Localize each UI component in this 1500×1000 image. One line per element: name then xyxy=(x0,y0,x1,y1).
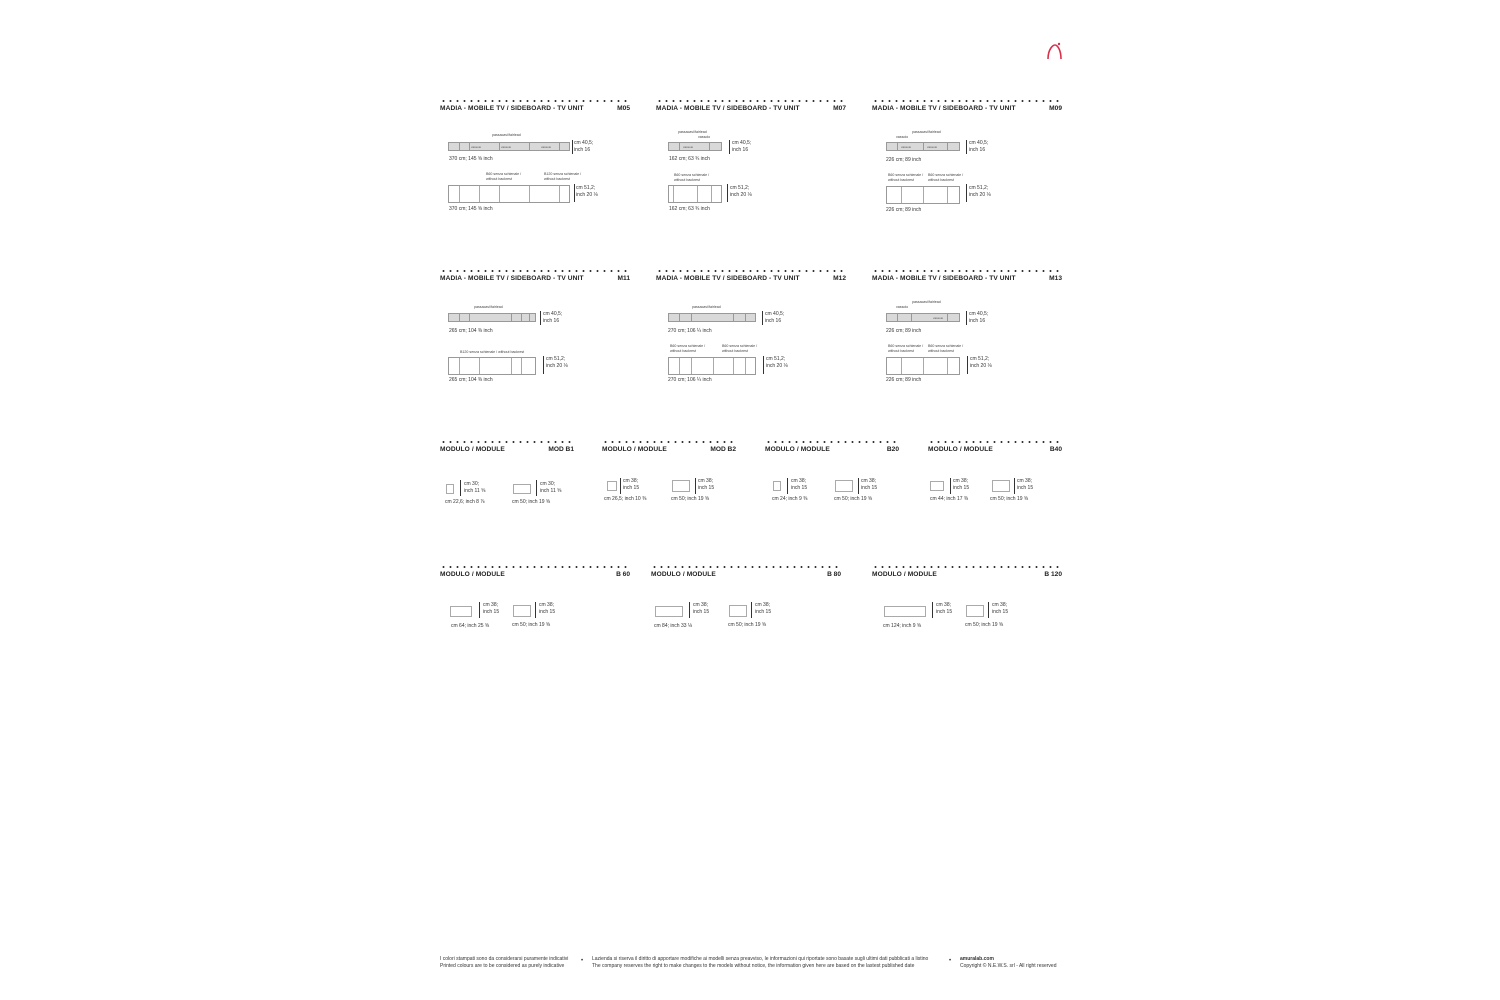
backrest-label: B60 senza schienale / xyxy=(674,173,710,177)
footer-disclaimer-en: The company reserves the right to make changes to the models without notice, the information given here are based on the lastest published date xyxy=(592,963,915,969)
height-inch: inch 16 xyxy=(574,147,591,153)
backrest-label: B60 senza schienale / xyxy=(888,344,924,348)
backrest-label: B60 senza schienale / xyxy=(928,344,964,348)
dotted-divider xyxy=(440,566,630,568)
module-side-drawing xyxy=(729,605,747,617)
height-cm: cm 40,5; xyxy=(543,311,563,317)
backrest-label: B60 senza schienale / xyxy=(928,173,964,177)
height-inch: inch 15 xyxy=(861,485,878,491)
height-cm: cm 51,2; xyxy=(730,185,750,191)
width-label: cm 50; inch 19 ⅝ xyxy=(512,622,551,628)
fairlead-label: passacavi/fairlead xyxy=(678,130,707,134)
height-inch: inch 15 xyxy=(755,609,772,615)
module-side-drawing xyxy=(672,480,690,492)
height-cm: cm 51,2; xyxy=(969,185,989,191)
module-section-b20 xyxy=(765,441,899,511)
top-view-drawing xyxy=(886,313,960,322)
dotted-divider xyxy=(440,441,574,443)
section-code: M11 xyxy=(617,275,630,282)
tray-label: vassoio xyxy=(471,145,482,149)
height-inch: inch 16 xyxy=(543,318,560,324)
section-code: B40 xyxy=(1049,446,1062,453)
module-front-drawing xyxy=(773,481,781,491)
height-inch: inch 16 xyxy=(969,318,986,324)
module-front-drawing xyxy=(446,484,454,494)
section-title: MADIA - MOBILE TV / SIDEBOARD - TV UNIT xyxy=(656,105,800,112)
height-inch: inch 15 xyxy=(693,609,710,615)
section-title: MODULO / MODULE xyxy=(872,571,937,578)
height-inch: inch 15 xyxy=(791,485,808,491)
height-inch: inch 15 xyxy=(1017,485,1034,491)
height-cm: cm 40,5; xyxy=(969,311,989,317)
madia-section-m09 xyxy=(872,100,1062,220)
height-inch: inch 15 xyxy=(539,609,556,615)
width-label: cm 50; inch 19 ⅝ xyxy=(834,496,873,502)
madia-section-m05 xyxy=(440,100,630,220)
dotted-divider xyxy=(656,270,846,272)
dotted-divider xyxy=(872,566,1062,568)
backrest-label: B60 senza schienale / xyxy=(888,173,924,177)
height-inch: inch 15 xyxy=(992,609,1009,615)
module-side-drawing xyxy=(992,480,1010,492)
width-label: 270 cm; 106 ¼ inch xyxy=(668,328,712,334)
width-label: cm 26,5; inch 10 ⅜ xyxy=(604,496,647,502)
height-inch: inch 16 xyxy=(732,147,749,153)
height-cm: cm 38; xyxy=(755,602,771,608)
footer-copyright: Copyright © N.E.W.S. srl - All right reserved xyxy=(960,963,1057,969)
backrest-label: without backrest xyxy=(888,178,914,182)
width-label: 370 cm; 145 ⅝ inch xyxy=(449,156,493,162)
section-title: MODULO / MODULE xyxy=(440,571,505,578)
section-title: MADIA - MOBILE TV / SIDEBOARD - TV UNIT xyxy=(440,105,584,112)
module-section-mod-b1 xyxy=(440,441,574,511)
footer-disclaimer-it: Lazienda si riserva il diritto di apportare modifiche ai modelli senza preavviso, le informazioni qui riportate sono basate sugli ultimi dati pubblicati a listino xyxy=(592,956,929,962)
module-front-drawing xyxy=(930,481,944,491)
width-label: cm 50; inch 19 ⅝ xyxy=(965,622,1004,628)
height-cm: cm 30; xyxy=(540,481,556,487)
section-code: M05 xyxy=(617,105,630,112)
module-side-drawing xyxy=(513,605,531,617)
width-label: cm 50; inch 19 ⅝ xyxy=(512,499,551,505)
height-inch: inch 15 xyxy=(623,485,640,491)
height-inch: inch 20 ⅛ xyxy=(576,192,598,198)
height-cm: cm 38; xyxy=(791,478,807,484)
height-inch: inch 20 ⅛ xyxy=(546,363,568,369)
width-label: cm 124; inch 9 ⅝ xyxy=(883,623,922,629)
section-title: MODULO / MODULE xyxy=(928,446,993,453)
width-label: cm 50; inch 19 ⅝ xyxy=(990,496,1029,502)
height-inch: inch 20 ⅛ xyxy=(970,363,992,369)
height-cm: cm 40,5; xyxy=(765,311,785,317)
height-cm: cm 38; xyxy=(693,602,709,608)
height-cm: cm 38; xyxy=(1017,478,1033,484)
width-label: cm 50; inch 19 ⅝ xyxy=(671,496,710,502)
height-cm: cm 51,2; xyxy=(970,356,990,362)
dotted-divider xyxy=(872,100,1062,102)
height-inch: inch 15 xyxy=(953,485,970,491)
height-inch: inch 11 ⅝ xyxy=(540,488,562,494)
footer-bullet: • xyxy=(949,958,952,964)
section-title: MODULO / MODULE xyxy=(651,571,716,578)
dotted-divider xyxy=(602,441,736,443)
height-cm: cm 40,5; xyxy=(969,140,989,146)
footer-colours-note-en: Printed colours are to be considered as purely indicative xyxy=(440,963,565,969)
width-label: 265 cm; 104 ⅜ inch xyxy=(449,377,493,383)
fairlead-label: passacavi/fairlead xyxy=(474,305,503,309)
backrest-label: without backrest xyxy=(486,177,512,181)
width-label: cm 50; inch 19 ⅝ xyxy=(728,622,767,628)
height-cm: cm 38; xyxy=(623,478,639,484)
section-code: MOD B2 xyxy=(710,446,736,453)
section-title: MADIA - MOBILE TV / SIDEBOARD - TV UNIT xyxy=(872,275,1016,282)
width-label: 370 cm; 145 ⅝ inch xyxy=(449,206,493,212)
arch-logo-icon xyxy=(1045,42,1065,60)
madia-section-m11 xyxy=(440,270,630,390)
width-label: cm 22,6; inch 8 ⅞ xyxy=(445,499,485,505)
module-front-drawing xyxy=(450,606,472,617)
section-title: MODULO / MODULE xyxy=(602,446,667,453)
width-label: 265 cm; 104 ⅜ inch xyxy=(449,328,493,334)
width-label: cm 24; inch 9 ⅜ xyxy=(772,496,808,502)
height-inch: inch 20 ⅛ xyxy=(730,192,752,198)
module-front-drawing xyxy=(655,606,683,617)
section-code: M09 xyxy=(1049,105,1062,112)
dotted-divider xyxy=(651,566,841,568)
module-section-b40 xyxy=(928,441,1062,511)
dotted-divider xyxy=(872,270,1062,272)
height-inch: inch 20 ⅛ xyxy=(766,363,788,369)
height-inch: inch 16 xyxy=(969,147,986,153)
backrest-label: B120 senza schienale / xyxy=(544,172,582,176)
dotted-divider xyxy=(440,270,630,272)
height-cm: cm 38; xyxy=(936,602,952,608)
section-code: B 120 xyxy=(1044,571,1062,578)
front-view-drawing xyxy=(668,185,722,203)
height-cm: cm 38; xyxy=(861,478,877,484)
height-inch: inch 20 ⅛ xyxy=(969,192,991,198)
fairlead-label: passacavi/fairlead xyxy=(492,133,521,137)
tray-label: vassoio xyxy=(501,145,512,149)
footer-colours-note-it: I colori stampati sono da considerarsi puramente indicativi xyxy=(440,956,569,962)
tray-label: vassoio xyxy=(927,145,938,149)
front-view-drawing xyxy=(886,186,960,204)
dotted-divider xyxy=(765,441,899,443)
front-view-drawing xyxy=(448,185,570,203)
top-view-drawing xyxy=(448,142,570,151)
module-side-drawing xyxy=(835,480,853,492)
backrest-label: without backrest xyxy=(928,349,954,353)
height-cm: cm 38; xyxy=(698,478,714,484)
footer-bullet: • xyxy=(581,958,584,964)
height-cm: cm 38; xyxy=(483,602,499,608)
front-view-drawing xyxy=(668,357,756,375)
module-front-drawing xyxy=(607,481,617,491)
top-view-drawing xyxy=(886,142,960,151)
module-front-drawing xyxy=(884,606,926,617)
fairlead-label: passacavi/fairlead xyxy=(912,130,941,134)
dotted-divider xyxy=(656,100,846,102)
backrest-label: without backrest xyxy=(670,349,696,353)
front-view-drawing xyxy=(448,357,536,375)
tray-label: vassoio xyxy=(683,145,694,149)
height-cm: cm 40,5; xyxy=(732,140,752,146)
module-section-b60 xyxy=(440,566,630,636)
section-code: B20 xyxy=(886,446,899,453)
height-cm: cm 38; xyxy=(539,602,555,608)
fairlead-label: passacavi/fairlead xyxy=(692,305,721,309)
top-view-drawing xyxy=(668,142,722,151)
top-view-drawing xyxy=(448,313,536,322)
section-code: M12 xyxy=(833,275,846,282)
madia-section-m07 xyxy=(656,100,846,220)
width-label: cm 64; inch 25 ⅝ xyxy=(451,623,490,629)
section-title: MODULO / MODULE xyxy=(440,446,505,453)
backrest-label: without backrest xyxy=(722,349,748,353)
tray-label: vassoio xyxy=(896,305,909,309)
dotted-divider xyxy=(440,100,630,102)
section-code: B 80 xyxy=(827,571,841,578)
height-inch: inch 11 ⅝ xyxy=(464,488,486,494)
height-inch: inch 16 xyxy=(765,318,782,324)
dotted-divider xyxy=(928,441,1062,443)
backrest-label: without backrest xyxy=(888,349,914,353)
height-cm: cm 30; xyxy=(464,481,480,487)
madia-section-m12 xyxy=(656,270,846,390)
backrest-label: B60 senza schienale / xyxy=(670,344,706,348)
module-side-drawing xyxy=(966,605,984,617)
section-title: MODULO / MODULE xyxy=(765,446,830,453)
width-label: 226 cm; 89 inch xyxy=(886,328,922,334)
width-label: 226 cm; 89 inch xyxy=(886,207,922,213)
section-title: MADIA - MOBILE TV / SIDEBOARD - TV UNIT xyxy=(656,275,800,282)
width-label: 162 cm; 63 ¾ inch xyxy=(669,156,710,162)
height-cm: cm 51,2; xyxy=(766,356,786,362)
top-view-drawing xyxy=(668,313,756,322)
height-inch: inch 15 xyxy=(483,609,500,615)
width-label: 162 cm; 63 ¾ inch xyxy=(669,206,710,212)
footer-website-link[interactable]: amuralab.com xyxy=(960,956,994,962)
width-label: 226 cm; 89 inch xyxy=(886,157,922,163)
backrest-label: without backrest xyxy=(674,178,700,182)
module-section-b80 xyxy=(651,566,841,636)
module-section-b120 xyxy=(872,566,1062,636)
backrest-label: B60 senza schienale / xyxy=(486,172,522,176)
tray-label: vassoio xyxy=(896,135,909,139)
section-title: MADIA - MOBILE TV / SIDEBOARD - TV UNIT xyxy=(872,105,1016,112)
tray-label: vassoio xyxy=(933,316,944,320)
section-code: MOD B1 xyxy=(548,446,574,453)
module-side-drawing xyxy=(513,484,531,494)
width-label: 270 cm; 106 ¼ inch xyxy=(668,377,712,383)
backrest-label: B60 senza schienale / xyxy=(722,344,758,348)
section-title: MADIA - MOBILE TV / SIDEBOARD - TV UNIT xyxy=(440,275,584,282)
module-section-mod-b2 xyxy=(602,441,736,511)
fairlead-label: passacavi/fairlead xyxy=(912,300,941,304)
width-label: cm 84; inch 33 ⅛ xyxy=(654,623,693,629)
tray-label: vassoio xyxy=(698,135,711,139)
height-inch: inch 15 xyxy=(698,485,715,491)
madia-section-m13 xyxy=(872,270,1062,390)
backrest-label: without backrest xyxy=(928,178,954,182)
section-code: B 60 xyxy=(616,571,630,578)
section-code: M13 xyxy=(1049,275,1062,282)
height-cm: cm 38; xyxy=(953,478,969,484)
height-inch: inch 15 xyxy=(936,609,953,615)
width-label: cm 44; inch 17 ⅜ xyxy=(930,496,969,502)
backrest-label: without backrest xyxy=(544,177,570,181)
tray-label: vassoio xyxy=(901,145,912,149)
height-cm: cm 38; xyxy=(992,602,1008,608)
section-code: M07 xyxy=(833,105,846,112)
width-label: 226 cm; 89 inch xyxy=(886,377,922,383)
front-view-drawing xyxy=(886,357,960,375)
backrest-label: B120 senza schienale / without backrest xyxy=(460,350,525,354)
tray-label: vassoio xyxy=(541,145,552,149)
height-cm: cm 51,2; xyxy=(546,356,566,362)
height-cm: cm 51,2; xyxy=(576,185,596,191)
height-cm: cm 40,5; xyxy=(574,140,594,146)
